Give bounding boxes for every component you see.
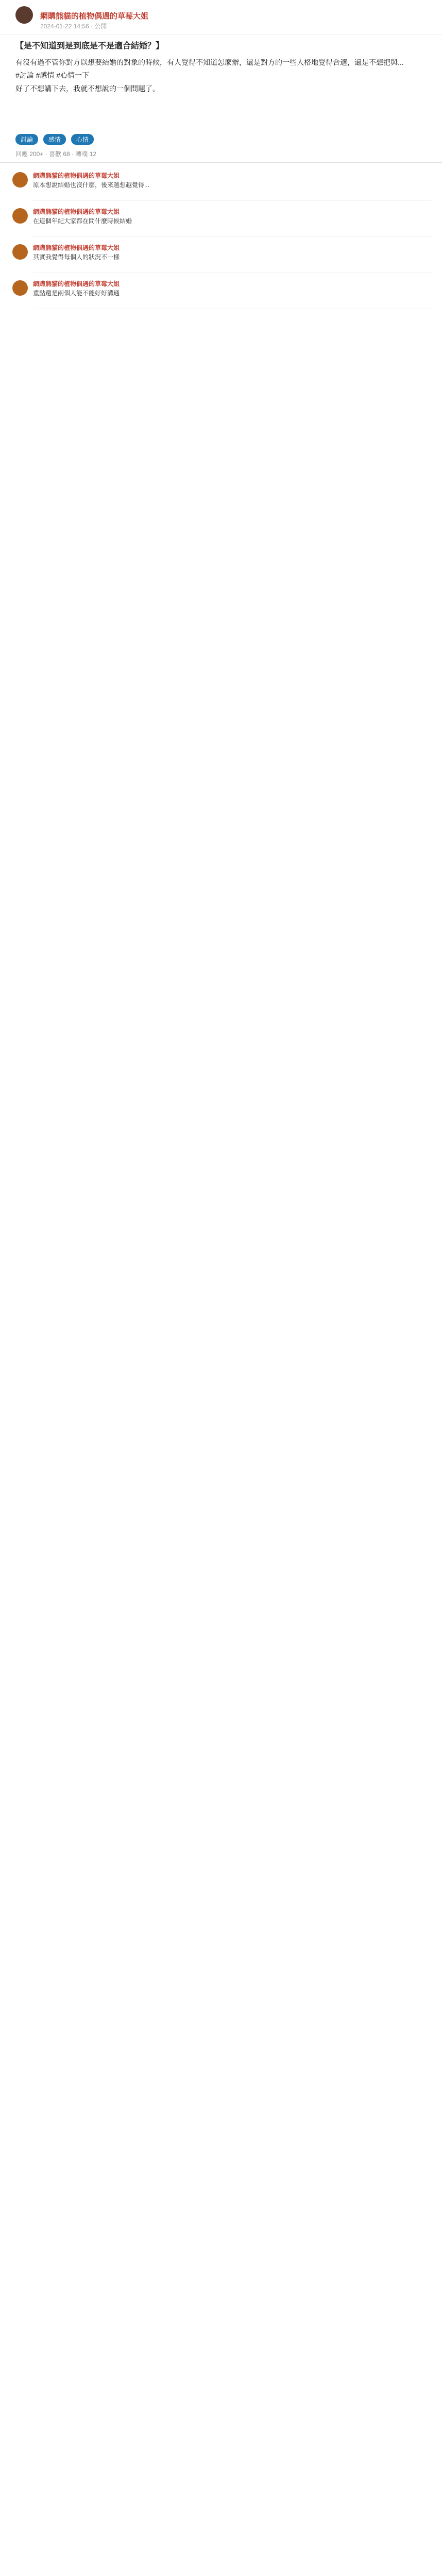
avatar[interactable] (12, 244, 28, 260)
poster-name[interactable]: 網購熊貓的植物偶遇的草莓大姐 (40, 12, 149, 21)
post-stats: 回應 200+ · 喜歡 68 · 轉噗 12 (15, 150, 97, 158)
post-meta: 2024-01-22 14:56 · 公開 (40, 23, 107, 30)
reply-text: 在這個年紀大家都在問什麼時候結婚 (33, 217, 132, 225)
reply-author[interactable]: 網購熊貓的植物偶遇的草莓大姐 (33, 244, 120, 251)
tag-list (15, 134, 97, 145)
post-body (15, 40, 427, 97)
reply-text: 重點還是兩個人能不能好好溝通 (33, 290, 120, 297)
post-paragraph: 好了不想講下去，我就不想說的一個問題了。 (15, 84, 160, 93)
divider (0, 162, 442, 163)
reply-item (0, 170, 442, 201)
top-bar (0, 0, 442, 35)
tag-item[interactable]: 心情 (71, 134, 94, 145)
tag-item[interactable]: 感情 (43, 134, 66, 145)
post-paragraph: 有沒有過不管你對方以想要結婚的對象的時候，有人覺得不知道怎麼辦，還是對方的一些人格地覺得合適，還是不想把與... (15, 58, 404, 66)
reply-author[interactable]: 網購熊貓的植物偶遇的草莓大姐 (33, 172, 120, 179)
reply-text: 其實我覺得每個人的狀況不一樣 (33, 253, 120, 261)
post-paragraph: #討論 #感情 #心情一下 (15, 71, 90, 80)
avatar[interactable] (12, 280, 28, 296)
tag-item[interactable]: 討論 (15, 134, 38, 145)
reply-item (0, 206, 442, 237)
reply-text: 原本想說結婚也沒什麼，後來越想越覺得... (33, 181, 150, 189)
reply-author[interactable]: 網購熊貓的植物偶遇的草莓大姐 (33, 280, 120, 287)
avatar[interactable] (12, 208, 28, 224)
poster-avatar[interactable] (15, 6, 33, 24)
reply-item (0, 278, 442, 309)
reply-author[interactable]: 網購熊貓的植物偶遇的草莓大姐 (33, 208, 120, 215)
post-title: 【是不知道到是到底是不是適合結婚？】 (15, 42, 164, 50)
reply-item (0, 242, 442, 273)
avatar[interactable] (12, 172, 28, 188)
